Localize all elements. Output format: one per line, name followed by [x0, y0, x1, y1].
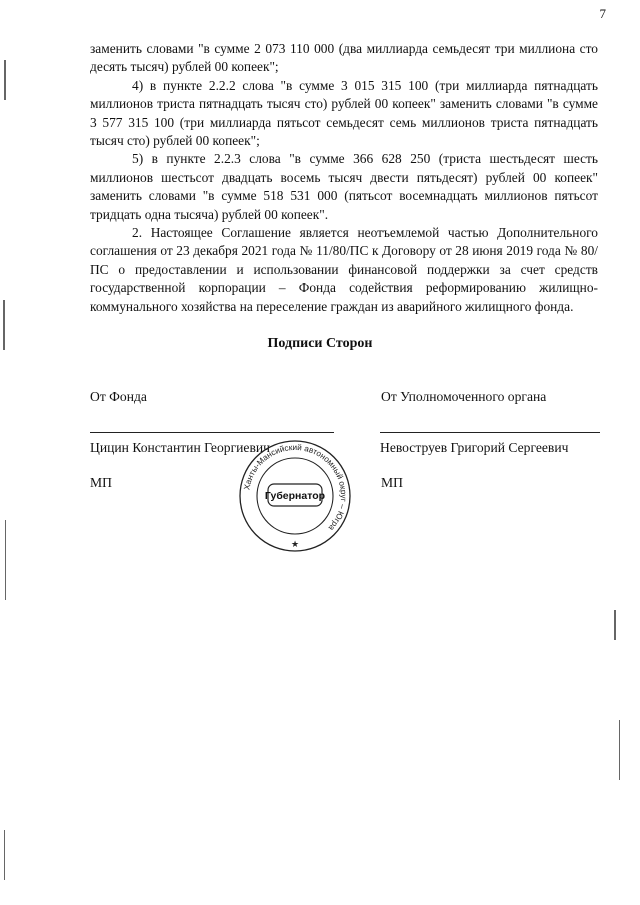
governor-seal — [230, 438, 360, 553]
seal-star-icon: ★ — [290, 540, 300, 550]
scan-artifact — [614, 610, 616, 640]
seal-center-text: Губернатор — [264, 490, 326, 502]
stamp-place-fund: МП — [90, 475, 112, 490]
signature-line-authority — [380, 432, 600, 433]
paragraph-item-4: 4) в пункте 2.2.2 слова "в сумме 3 015 315 100 (три миллиарда пятнадцать миллионов триста пятнадцать тысяч сто) рублей 00 копеек" заменить словами "в сумме 3 577 315 100 (три миллиарда пятьсот семьдесят семь миллионов триста пятнадцать тысяч сто) рублей 00 копеек"; — [90, 77, 598, 149]
scan-artifact — [5, 520, 6, 600]
paragraph-item-5: 5) в пункте 2.2.3 слова "в сумме 366 628 250 (триста шестьдесят шесть миллионов шестьсот двадцать восемь тысяч двести пятьдесят) рублей 00 копеек" заменить словами "в сумме 518 531 000 (пятьсот восемнадцать миллионов пятьсот тридцать одна тысяча) рублей 00 копеек". — [90, 151, 598, 222]
party-label-authority: От Уполномоченного органа — [381, 389, 547, 404]
signer-name-authority: Невоструев Григорий Сергеевич — [380, 440, 569, 455]
paragraph-continuation: заменить словами "в сумме 2 073 110 000 (два миллиарда семьдесят три миллиона сто десять тысяч) рублей 00 копеек"; — [90, 41, 598, 75]
stamp-place-authority: МП — [381, 475, 403, 490]
scan-artifact — [3, 300, 5, 350]
seal-ring-text: Ханты-Мансийский автономный округ – Югра — [242, 442, 349, 533]
party-label-fund: От Фонда — [90, 389, 147, 404]
paragraph-section-2: 2. Настоящее Соглашение является неотъемлемой частью Дополнительного соглашения от 23 декабря 2021 года № 11/80/ПС к Договору от 28 июня 2019 года № 80/ПС о предоставлении и использовании финансовой поддержки за счет средств государственной корпорации – Фонда содействия реформированию жилищно-коммунального хозяйства на переселение граждан из аварийного жилищного фонда. — [90, 225, 598, 314]
page-number: 7 — [599, 6, 606, 21]
scan-artifact — [619, 720, 620, 780]
signer-name-fund: Цицин Константин Георгиевич — [90, 440, 270, 455]
scan-artifact — [4, 60, 6, 100]
document-body — [90, 40, 598, 316]
signatures-title: Подписи Сторон — [267, 336, 373, 351]
scan-artifact — [4, 830, 5, 880]
signature-line-fund — [90, 432, 334, 433]
